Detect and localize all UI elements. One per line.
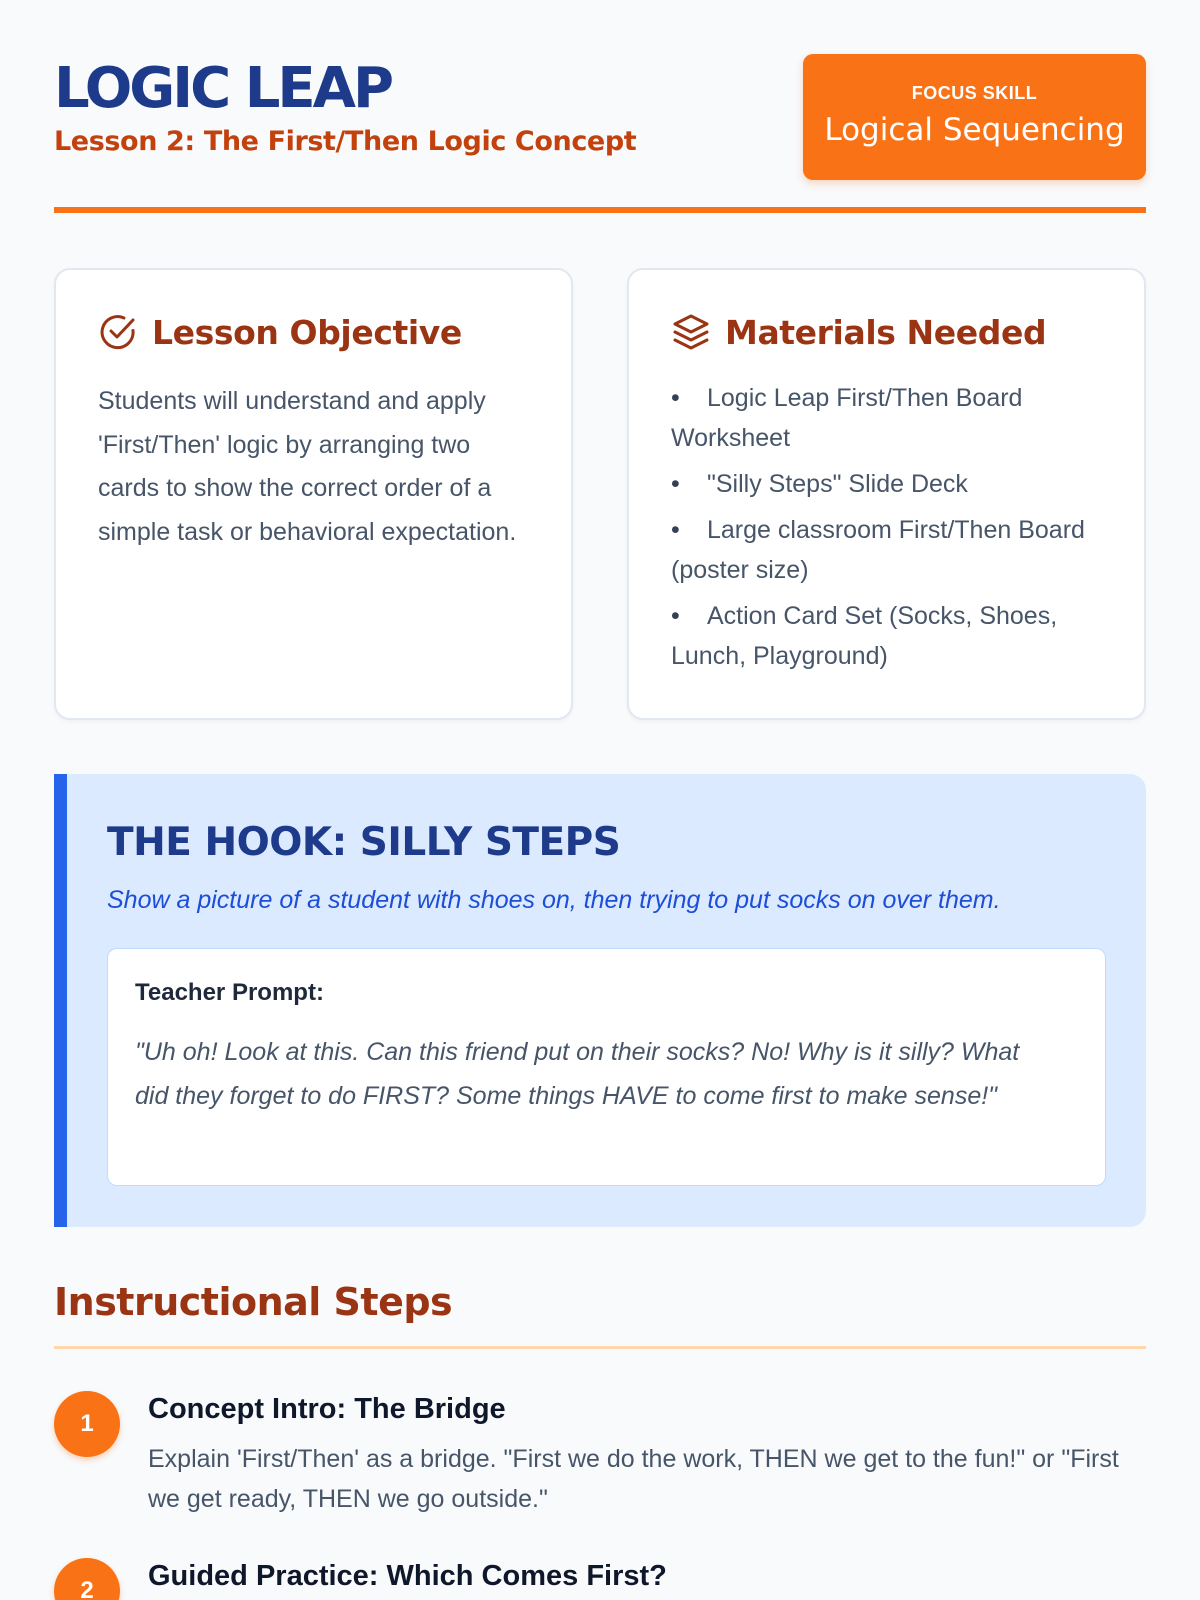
layers-icon xyxy=(671,312,711,352)
hook-title: THE HOOK: SILLY STEPS xyxy=(107,820,621,865)
step-title: Concept Intro: The Bridge xyxy=(148,1393,506,1425)
lesson-objective-header xyxy=(98,312,462,352)
lesson-objective-card xyxy=(54,268,573,720)
materials-list xyxy=(671,378,1101,682)
lesson-objective-text: Students will understand and apply 'First/Then' logic by arranging two cards to show the correct order of a simple task or behavioral expectation. xyxy=(98,387,517,546)
step-number-badge: 1 xyxy=(54,1391,120,1457)
steps-divider xyxy=(54,1346,1146,1349)
step-title: Guided Practice: Which Comes First? xyxy=(148,1560,667,1592)
instructional-steps-title: Instructional Steps xyxy=(54,1280,453,1324)
materials-list-item: • "Silly Steps" Slide Deck xyxy=(671,464,1101,504)
brand-title: LOGIC LEAP xyxy=(54,56,392,121)
materials-list-item: • Action Card Set (Socks, Shoes, Lunch, Playground) xyxy=(671,596,1101,676)
lesson-subtitle: Lesson 2: The First/Then Logic Concept xyxy=(54,126,637,157)
focus-skill-card xyxy=(803,54,1146,180)
materials-title: Materials Needed xyxy=(725,312,1047,352)
header-divider xyxy=(54,207,1146,213)
hook-section xyxy=(54,774,1146,1227)
teacher-prompt-quote: "Uh oh! Look at this. Can this friend put on their socks? No! Why is it silly? What did they forget to do FIRST? Some things HAVE to come first to make sense!" xyxy=(135,1038,1020,1110)
materials-list-item: • Large classroom First/Then Board (poster size) xyxy=(671,510,1101,590)
materials-header xyxy=(671,312,1046,352)
materials-list-item: • Logic Leap First/Then Board Worksheet xyxy=(671,378,1101,458)
teacher-prompt-box xyxy=(107,948,1106,1186)
lesson-header xyxy=(54,0,1146,213)
step-number-badge: 2 xyxy=(54,1558,120,1600)
hook-subtitle: Show a picture of a student with shoes on, then trying to put socks on over them. xyxy=(107,886,1001,914)
info-cards xyxy=(54,268,1146,720)
materials-card xyxy=(627,268,1146,720)
focus-skill-label: FOCUS SKILL xyxy=(911,83,1038,103)
lesson-objective-title: Lesson Objective xyxy=(152,312,462,352)
teacher-prompt-label: Teacher Prompt: xyxy=(135,979,324,1006)
step-description: Explain 'First/Then' as a bridge. "First we do the work, THEN we get to the fun!" or "First we get ready, THEN we go outside." xyxy=(148,1445,1119,1513)
check-circle-icon xyxy=(98,312,138,352)
focus-skill-value: Logical Sequencing xyxy=(824,112,1125,148)
